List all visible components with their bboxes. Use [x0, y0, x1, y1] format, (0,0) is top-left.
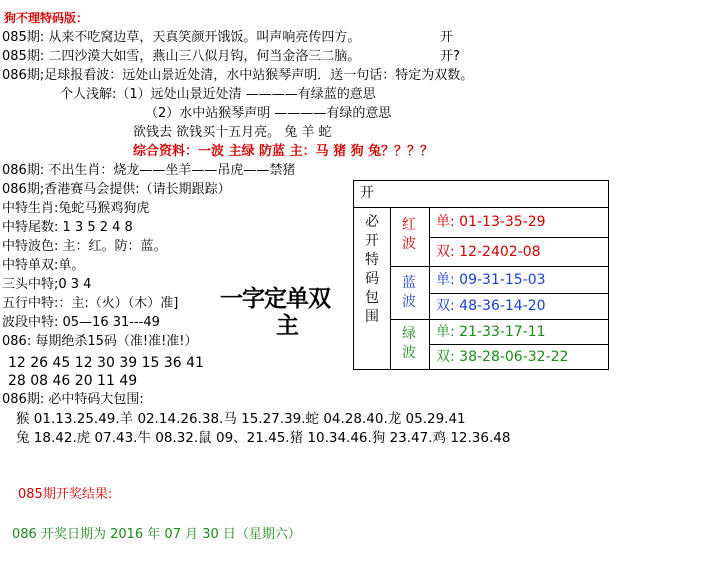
label-char: 蓝: [402, 275, 416, 291]
kill-row-1: 12 26 45 12 30 39 15 36 41: [8, 355, 204, 371]
label-char: 波: [402, 294, 416, 310]
special-color: 中特波色: 主：红。防：蓝。: [2, 239, 167, 254]
even-label: 双:: [436, 244, 455, 260]
line-text: 二四沙漠大如雪，燕山三八似月钩，何当金洛三二脑。: [48, 49, 361, 64]
even-numbers: 38-28-06-32-22: [459, 349, 569, 365]
line-prefix: 085期:: [2, 49, 45, 64]
special-range: 波段中特: 05—16 31---49: [2, 315, 160, 330]
side-char: 特: [365, 252, 379, 268]
interpretation-3: 欲钱去 欲钱买十五月亮。 兔 羊 蛇: [133, 125, 332, 140]
line-prefix: 085期:: [2, 30, 45, 45]
line-text: 从来不吃窝边草，天真笑颜开饿饭。叫声响亮传四方。: [48, 30, 361, 45]
line-086-football: 086期;足球报看波：远处山景近处清，水中站猴琴声明．送一句话：特定为双数。: [2, 68, 474, 83]
tail-values: 1 3 5 2 4 8: [62, 220, 133, 235]
kill-label: 086: 每期绝杀15码（准!准!准!）: [2, 334, 198, 349]
excluded-zodiac: 086期: 不出生肖：烧龙——坐羊——吊虎——禁猪: [2, 163, 296, 178]
side-char: 围: [365, 309, 379, 325]
odd-label: 单:: [436, 272, 455, 288]
blue-odd-cell: [429, 266, 609, 294]
special-tail: [2, 219, 133, 236]
odd-numbers: 21-33-17-11: [459, 324, 546, 340]
kill-row-2: 28 08 46 20 11 49: [8, 373, 138, 389]
line-085-b-answer: 开?: [440, 49, 460, 64]
line-085-a: [2, 29, 360, 46]
green-odd: [436, 324, 546, 341]
line-085-b: [2, 48, 360, 65]
next-draw-date: 086 开奖日期为 2016 年 07 月 30 日（星期六）: [12, 527, 301, 542]
side-char: 包: [365, 290, 379, 306]
label-char: 波: [402, 345, 416, 361]
blue-label: [400, 274, 418, 312]
line-085-a-answer: 开: [440, 30, 454, 45]
odd-numbers: 01-13-35-29: [459, 214, 546, 230]
red-odd-cell: [429, 207, 609, 238]
jockey-club-line: 086期;香港赛马会提供:（请长期跟踪）: [2, 182, 231, 197]
package-row-2: 兔 18.42.虎 07.43.牛 08.32.鼠 09、21.45.猪 10.34.46.狗 23.47.鸡 12.36.48: [16, 430, 511, 446]
color-table: [353, 180, 609, 370]
label-char: 波: [402, 236, 416, 252]
special-elements: 五行中特:：主:（火）（木）准]: [2, 296, 179, 311]
special-zodiac: 中特生肖:兔蛇马猴鸡狗虎: [2, 201, 150, 216]
side-char: 必: [365, 214, 379, 230]
interpretation-1: 个人浅解:（1）远处山景近处清 ————有绿蓝的意思: [60, 87, 376, 102]
package-row-1: 猴 01.13.25.49.羊 02.14.26.38.马 15.27.39.蛇 04.28.40.龙 05.29.41: [16, 411, 466, 427]
label-char: 红: [402, 217, 416, 233]
red-label: [400, 216, 418, 254]
green-even: [436, 349, 568, 366]
page-title: 狗不理特码版：: [4, 11, 89, 25]
red-even-cell: [429, 237, 609, 267]
side-column: [353, 207, 391, 370]
side-char: 开: [365, 233, 379, 249]
red-label-cell: [390, 207, 430, 267]
even-numbers: 48-36-14-20: [459, 298, 546, 314]
even-numbers: 12-2402-08: [459, 244, 541, 260]
table-header: [353, 180, 609, 208]
blue-even: [436, 298, 546, 315]
special-odd-even: 中特单双:单。: [2, 258, 85, 273]
special-head: 三头中特;0 3 4: [2, 277, 92, 292]
even-label: 双:: [436, 349, 455, 365]
interpretation-2: （2）水中站猴琴声明 ————有绿的意思: [145, 106, 392, 121]
big-slogan-line1: 一字定单双: [220, 286, 330, 312]
blue-label-cell: [390, 266, 430, 320]
summary-info: 综合资料：一波 主绿 防蓝 主：马 猪 狗 兔？？？？: [133, 144, 434, 159]
green-label: [400, 325, 418, 363]
red-odd: [436, 214, 546, 231]
tail-label: 中特尾数:: [2, 220, 59, 235]
side-char: 码: [365, 271, 379, 287]
big-slogan-line2: 主: [276, 313, 299, 339]
even-label: 双:: [436, 298, 455, 314]
package-label: 086期: 必中特码大包围:: [2, 392, 144, 407]
blue-even-cell: [429, 293, 609, 320]
table-header-label: 开: [360, 185, 374, 201]
label-char: 绿: [402, 326, 416, 342]
blue-odd: [436, 272, 546, 289]
green-label-cell: [390, 319, 430, 370]
odd-label: 单:: [436, 214, 455, 230]
green-even-cell: [429, 344, 609, 370]
odd-label: 单:: [436, 324, 455, 340]
side-column-text: [363, 213, 381, 327]
green-odd-cell: [429, 319, 609, 345]
result-label: 085期开奖结果:: [18, 487, 113, 502]
odd-numbers: 09-31-15-03: [459, 272, 546, 288]
red-even: [436, 244, 541, 261]
